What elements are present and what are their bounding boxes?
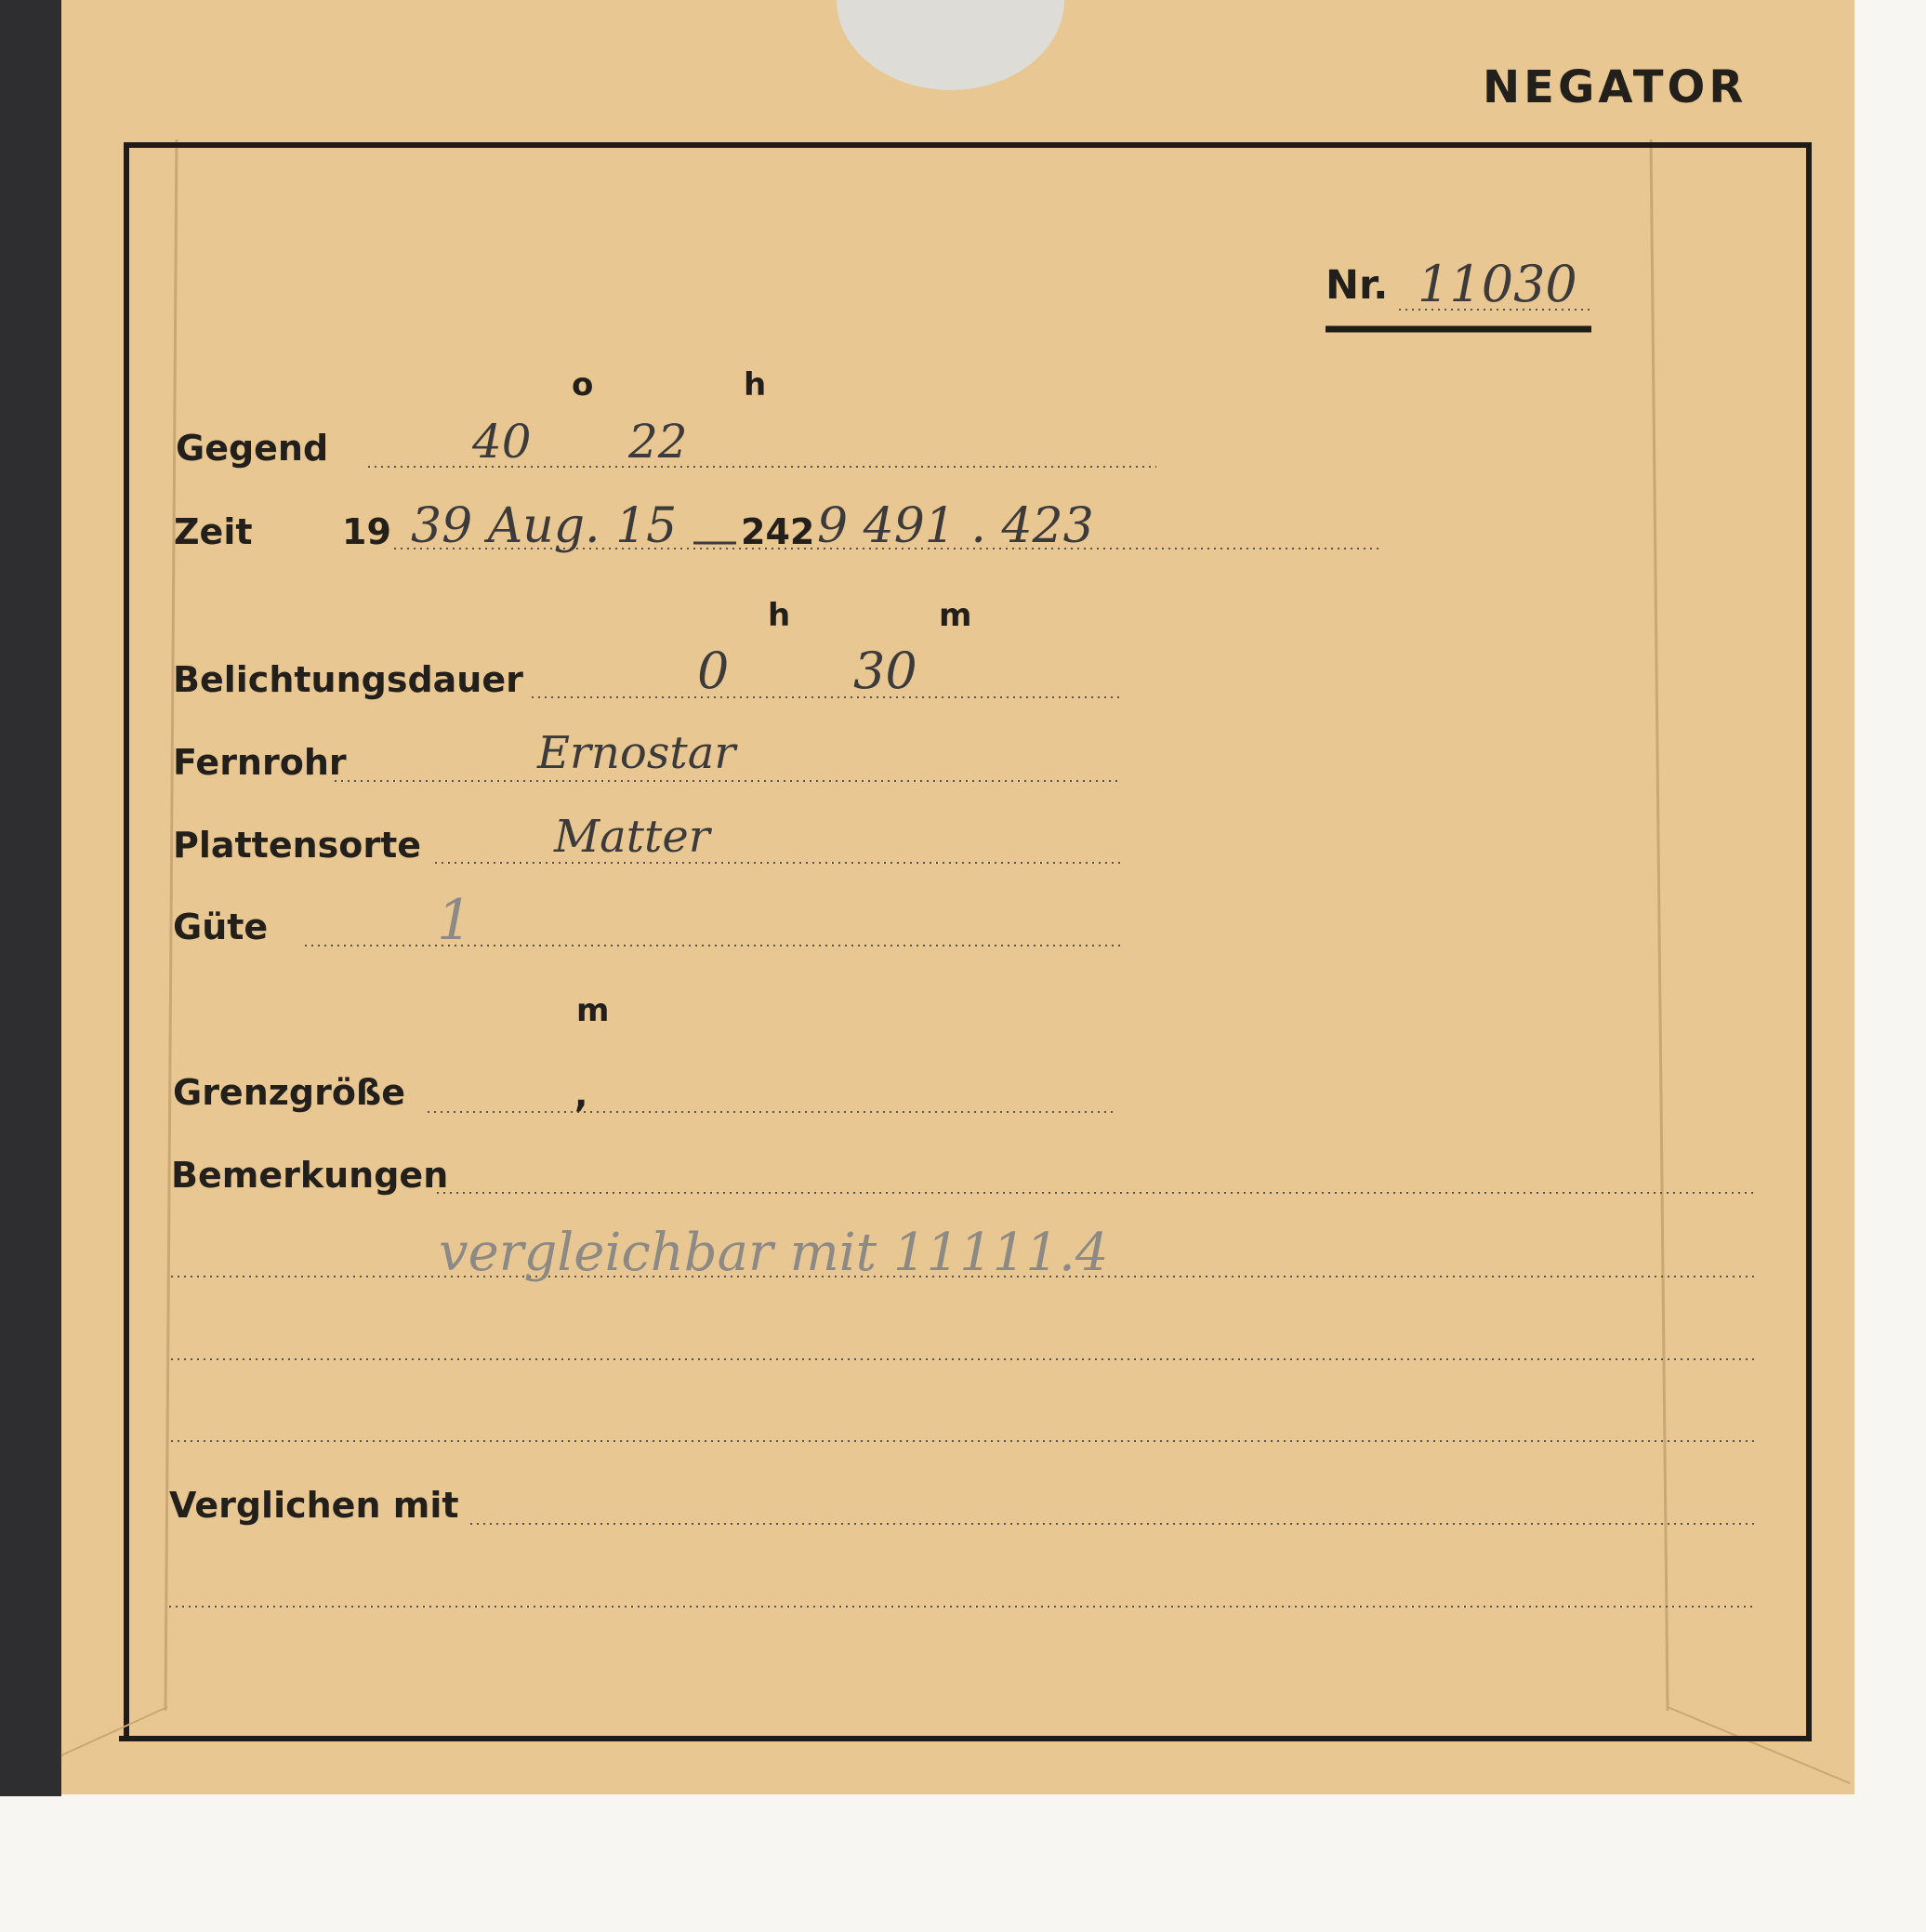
unit-minute-exposure: m (939, 597, 972, 634)
belichtungsdauer-hours: 0 (697, 642, 730, 700)
unit-degree: o (572, 366, 594, 404)
unit-minute-magnitude: m (576, 992, 610, 1029)
verglichen-mit-label: Verglichen mit (169, 1485, 459, 1526)
fernrohr-label: Fernrohr (173, 742, 347, 783)
fernrohr-value: Ernostar (537, 727, 736, 779)
zeit-year-prefix: 19 (342, 511, 391, 552)
envelope-spine (0, 0, 61, 1796)
zeit-jd-value: 9 491 . 423 (817, 498, 1094, 554)
gegend-value-b: 22 (628, 415, 688, 469)
unit-hour: h (744, 366, 767, 404)
grenzgroesse-comma: , (574, 1074, 588, 1115)
guete-value: 1 (437, 888, 473, 953)
unit-hour-exposure: h (768, 597, 791, 634)
number-value: 11030 (1418, 255, 1577, 313)
plattensorte-label: Plattensorte (173, 825, 422, 866)
zeit-label: Zeit (174, 511, 253, 552)
belichtungsdauer-minutes: 30 (853, 642, 917, 700)
bemerkungen-label: Bemerkungen (171, 1155, 449, 1196)
number-label: Nr. (1326, 262, 1389, 309)
grenzgroesse-label: Grenzgröße (173, 1072, 406, 1113)
belichtungsdauer-label: Belichtungsdauer (173, 659, 523, 700)
plattensorte-value: Matter (554, 811, 710, 863)
gegend-label: Gegend (176, 428, 329, 469)
brand-title: NEGATOR (1483, 61, 1748, 113)
guete-label: Güte (173, 906, 269, 947)
zeit-date-value: 39 Aug. 15 (411, 498, 678, 554)
gegend-value-a: 40 (472, 415, 532, 469)
bemerkungen-note: vergleichbar mit 11111.4 (439, 1223, 1109, 1283)
zeit-jd-prefix: 242 (741, 511, 815, 552)
